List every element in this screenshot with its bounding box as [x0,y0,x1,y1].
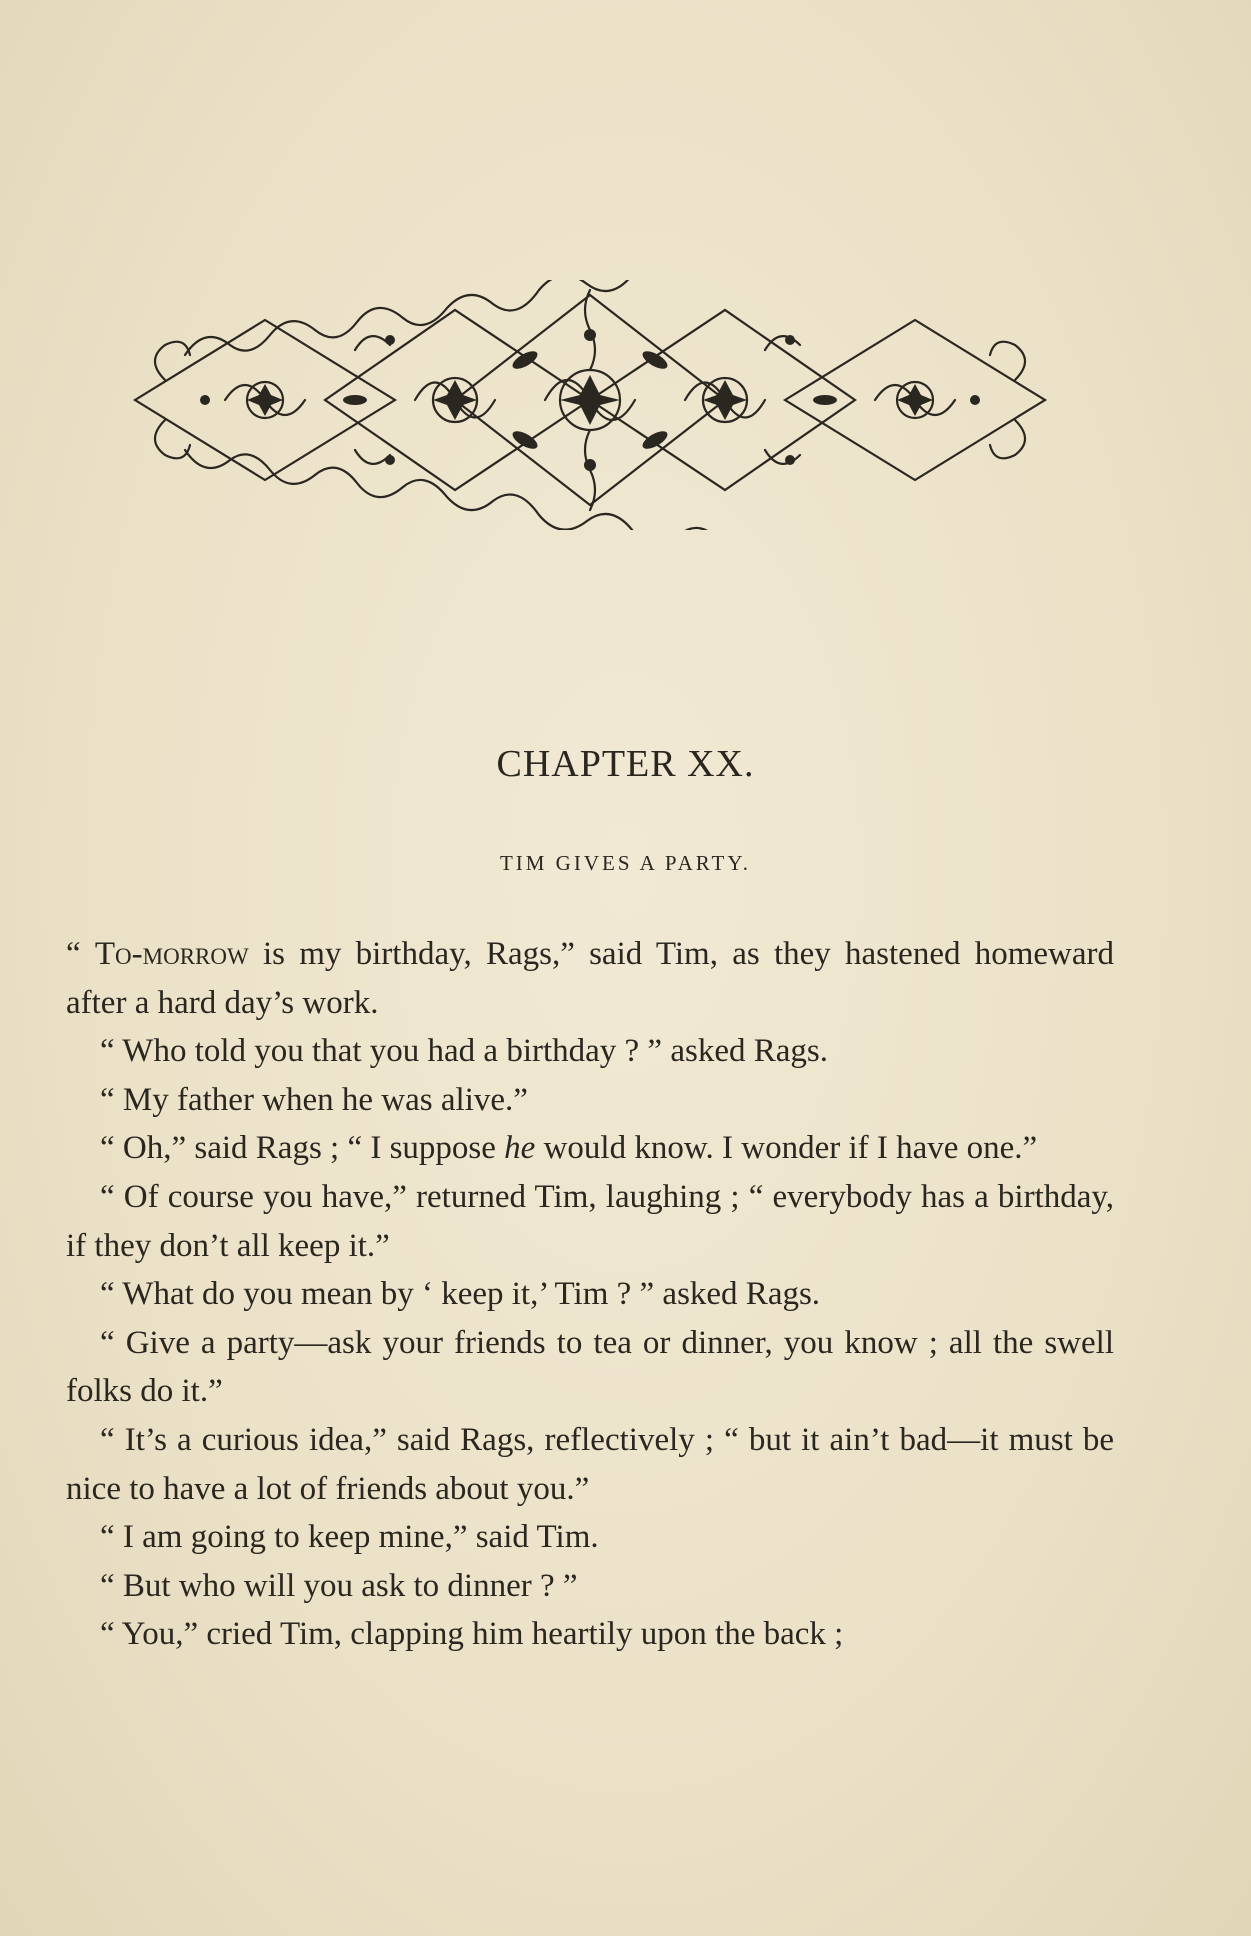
paragraph: “ My father when he was alive.” [100,1081,528,1118]
floral-ornament-icon [125,280,1055,530]
paragraph: “ You,” cried Tim, clapping him heartily upon the back ; [100,1616,844,1653]
lead-word: To-morrow [94,936,249,972]
paragraph: “ To-morrow is my birthday, Rags,” said Tim, as they hastened homeward after a hard day’s work. [66,936,1114,1021]
paragraph: “ Oh,” said Rags ; “ I suppose he would know. I wonder if I have one.” [100,1130,1038,1167]
paragraph: “ It’s a curious idea,” said Rags, reflectively ; “ but it ain’t bad—it must be nice to have a lot of friends about you.” [66,1421,1114,1507]
paragraph: “ Of course you have,” returned Tim, laughing ; “ everybody has a birthday, if they don’t all keep it.” [66,1178,1114,1264]
chapter-subtitle: TIM GIVES A PARTY. [499,851,752,875]
paragraph: “ Give a party—ask your friends to tea or dinner, you know ; all the swell folks do it.” [66,1324,1114,1410]
paragraph: “ I am going to keep mine,” said Tim. [100,1519,599,1556]
paragraph: “ Who told you that you had a birthday ? ” asked Rags. [100,1033,828,1070]
chapter-title: CHAPTER XX. [496,743,755,785]
paragraph: “ What do you mean by ‘ keep it,’ Tim ? ” asked Rags. [100,1276,821,1313]
emphasis: he [504,1130,536,1167]
chapter-body [66,930,1114,1659]
paragraph: “ But who will you ask to dinner ? ” [100,1567,578,1604]
